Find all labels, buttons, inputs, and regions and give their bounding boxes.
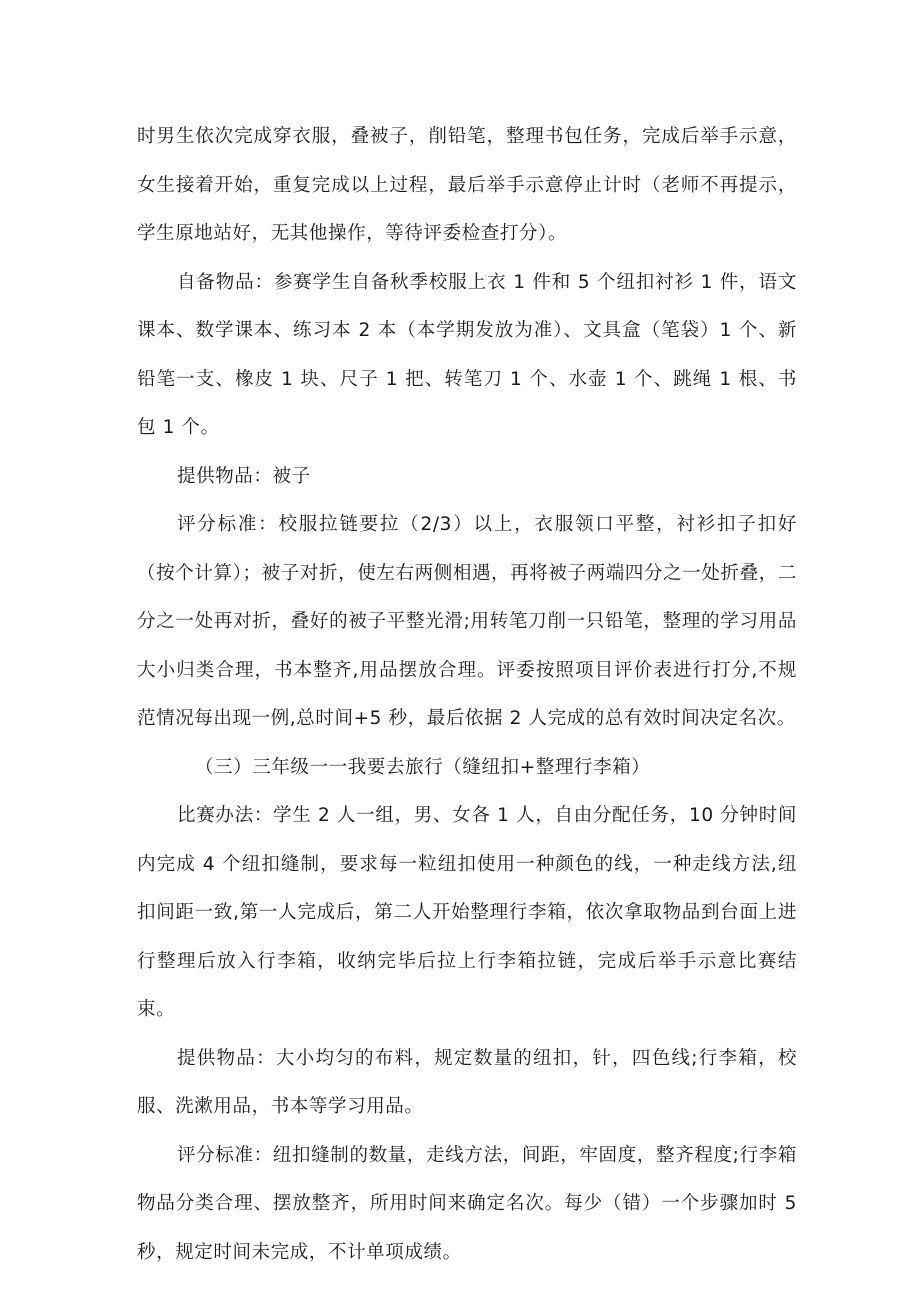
- document-body: [137, 113, 797, 1277]
- paragraph-competition-method: 比赛办法：学生 2 人一组，男、女各 1 人，自由分配任务，10 分钟时间内完成 4 个纽扣缝制，要求每一粒纽扣使用一种颜色的线，一种走线方法,纽扣间距一致,第一人完成后，第二人开始整理行李箱，依次拿取物品到台面上进行整理后放入行李箱，收纳完毕后拉上行李箱拉链，完成后举手示意比赛结束。: [137, 805, 797, 1020]
- paragraph-scoring-standard-travel: 评分标准：纽扣缝制的数量，走线方法，间距，牢固度，整齐程度;行李箱物品分类合理、摆放整齐，所用时间来确定名次。每少（错）一个步骤加时 5 秒，规定时间未完成，不计单项成绩。: [137, 1144, 797, 1263]
- paragraph-continuation: 时男生依次完成穿衣服，叠被子，削铅笔，整理书包任务，完成后举手示意，女生接着开始，重复完成以上过程，最后举手示意停止计时（老师不再提示，学生原地站好，无其他操作，等待评委检查打分）。: [137, 126, 797, 244]
- paragraph-scoring-standard: 评分标准：校服拉链要拉（2/3）以上，衣服领口平整，衬衫扣子扣好（按个计算）；被子对折，使左右两侧相遇，再将被子两端四分之一处折叠，二分之一处再对折，叠好的被子平整光滑;用转笔刀削一只铅笔，整理的学习用品大小归类合理，书本整齐,用品摆放合理。评委按照项目评价表进行打分,不规范情况每出现一例,总时间+5 秒，最后依据 2 人完成的总有效时间决定名次。: [137, 514, 797, 729]
- paragraph-provided-items-travel: 提供物品：大小均匀的布料，规定数量的纽扣，针，四色线;行李箱，校服、洗漱用品，书本等学习用品。: [137, 1047, 797, 1117]
- paragraph-provided-items: 提供物品：被子: [177, 465, 311, 487]
- paragraph-self-prepared-items: 自备物品：参赛学生自备秋季校服上衣 1 件和 5 个纽扣衬衫 1 件，语文课本、数学课本、练习本 2 本（本学期发放为准）、文具盒（笔袋）1 个、新铅笔一支、橡皮 1 块、尺子 1 把、转笔刀 1 个、水壶 1 个、跳绳 1 根、书包 1 个。: [137, 271, 797, 438]
- section-heading-grade-three: （三）三年级一一我要去旅行（缝纽扣+整理行李箱）: [195, 756, 651, 778]
